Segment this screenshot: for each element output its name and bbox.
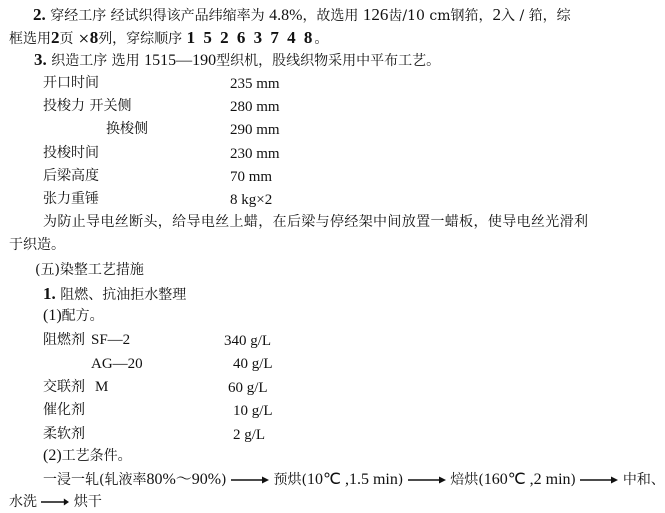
sec2-reed: 126 <box>362 5 389 24</box>
wax-note-line1: 为防止导电丝断头，给导电丝上蜡，在后梁与停经架中间放置一蜡板，使导电丝光滑利 <box>43 214 589 230</box>
sec2-dents: 2 <box>492 5 501 24</box>
process-step2-end: ) <box>397 472 404 488</box>
formula-value: 10 g/L <box>233 403 273 419</box>
formula-value: 60 g/L <box>228 380 268 396</box>
param-value: 230 mm <box>230 146 280 162</box>
cond-heading-number: (2) <box>43 447 62 464</box>
sec2-text-g: 列，穿综顺序 <box>98 31 183 47</box>
formula-heading <box>43 306 104 326</box>
sec2-pages: 2 <box>51 28 60 47</box>
sub1-heading <box>43 284 186 305</box>
formula-code: SF—2 <box>91 332 131 348</box>
formula-label: 交联剂 <box>43 379 85 395</box>
param-value: 290 mm <box>230 122 280 138</box>
arrow-right-icon <box>580 475 618 485</box>
process-step5: 水洗 <box>9 494 37 510</box>
formula-value: 40 g/L <box>233 356 273 372</box>
sub1-text: 阻燃、抗油拒水整理 <box>60 287 187 303</box>
process-step3-end: ) <box>570 472 577 488</box>
process-line2 <box>9 492 102 512</box>
formula-label: 柔软剂 <box>43 426 85 442</box>
process-cure: 160℃ ,2 min <box>483 471 571 488</box>
arrow-right-icon <box>41 497 69 507</box>
sec3-line <box>34 50 440 71</box>
sec5-heading: (五)染整工艺措施 <box>35 262 144 278</box>
arrow-right-icon <box>408 475 446 485</box>
wax-note-line2: 于织造。 <box>9 237 65 253</box>
cond-heading <box>43 446 132 466</box>
process-predry: 10℃ ,1.5 min <box>306 471 398 488</box>
process-pickup: 80%～90% <box>146 471 222 488</box>
cond-heading-text: 工艺条件。 <box>61 448 132 464</box>
formula-code: AG—20 <box>91 356 143 372</box>
process-step1: 一浸一轧(轧液率 <box>43 472 147 488</box>
sec2-text-b: ，故选用 <box>302 8 359 24</box>
process-step1-end: ) <box>221 472 227 488</box>
sec2-number: 2. <box>33 5 46 24</box>
sec2-order: 1 5 2 6 3 7 4 8 <box>186 28 315 47</box>
param-label: 张力重锤 <box>43 191 99 207</box>
sub1-number: 1. <box>43 284 56 303</box>
sec2-text-a: 穿经工序 经试织得该产品纬缩率为 <box>50 8 265 24</box>
formula-label: 阻燃剂 <box>43 332 85 348</box>
sec3-text-a: 织造工序 选用 <box>51 53 140 69</box>
formula-label: 催化剂 <box>43 402 85 418</box>
process-step6: 烘干 <box>73 494 102 510</box>
arrow-right-icon <box>231 475 269 485</box>
sec2-text-f: 页 × <box>59 31 90 47</box>
sec3-text-b: 型织机，股线织物采用中平布工艺。 <box>216 53 441 69</box>
process-line1 <box>43 470 665 490</box>
formula-value: 2 g/L <box>233 427 266 443</box>
sec2-text-h: 。 <box>314 31 329 47</box>
formula-code: M <box>95 379 109 395</box>
param-value: 70 mm <box>230 169 273 185</box>
param-label: 后梁高度 <box>43 168 99 184</box>
param-value: 8 kg×2 <box>230 192 273 208</box>
sec2-line2 <box>9 28 328 49</box>
sec2-text-d: 入 / 筘，综 <box>501 8 571 24</box>
process-step3: 焙烘( <box>450 472 484 488</box>
formula-heading-text: 配方。 <box>61 308 104 324</box>
param-value: 280 mm <box>230 99 280 115</box>
param-value: 235 mm <box>230 76 280 92</box>
sec2-line1 <box>33 5 571 26</box>
formula-value: 340 g/L <box>224 333 272 349</box>
sec2-text-c: 钢筘， <box>450 8 493 24</box>
process-step4: 中和、 <box>622 472 665 488</box>
formula-heading-number: (1) <box>43 307 62 324</box>
sec2-text-e: 框选用 <box>9 31 51 47</box>
sec3-loom: 1515—190 <box>144 52 217 69</box>
process-step2: 预烘( <box>273 472 307 488</box>
param-label: 换梭侧 <box>106 121 148 137</box>
sec3-number: 3. <box>34 50 47 69</box>
sec2-shrink: 4.8% <box>269 7 303 24</box>
param-label: 投梭时间 <box>43 145 99 161</box>
sec2-reed-unit: 齿/10 cm <box>388 8 451 24</box>
param-label: 开口时间 <box>43 75 99 91</box>
sec2-rows: 8 <box>89 28 99 47</box>
param-label: 投梭力 开关侧 <box>43 98 132 114</box>
